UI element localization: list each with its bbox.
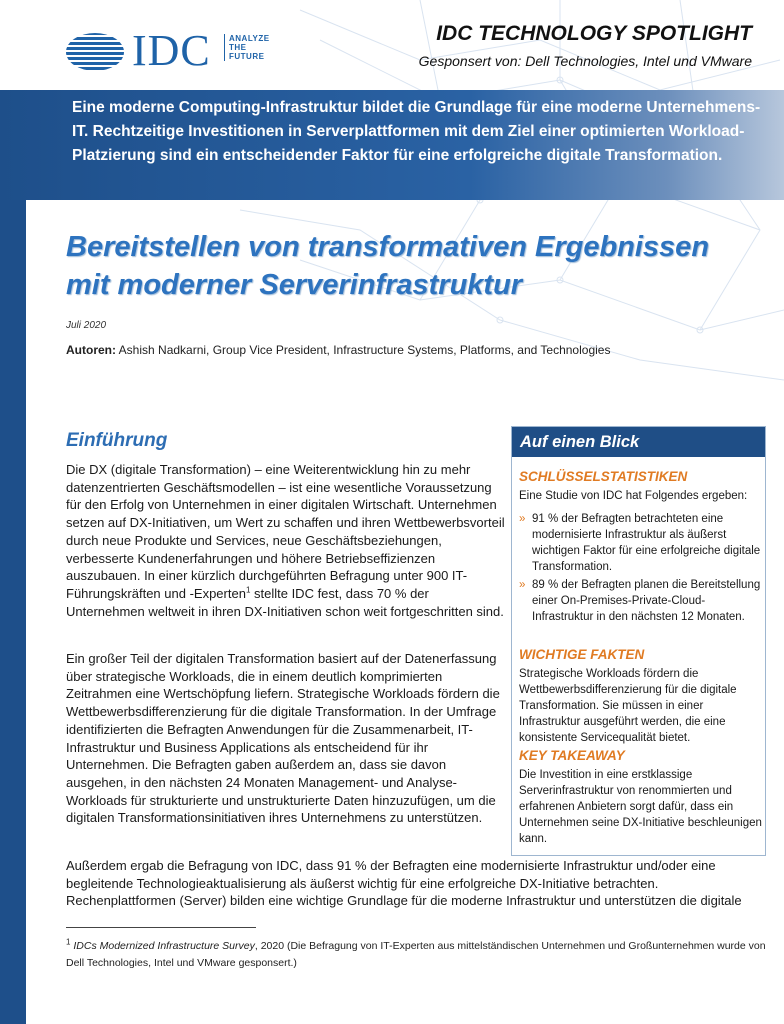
footnote-divider [66, 927, 256, 928]
stat-bullet: » 91 % der Befragten betrachteten eine modernisierte Infrastruktur als äußerst wichtigen Faktor für eine erfolgreiche digitale Transformation. [519, 513, 761, 573]
idc-globe-icon [66, 32, 124, 72]
stats-title: SCHLÜSSELSTATISTIKEN [519, 469, 688, 484]
footnote-ref: 1 [245, 585, 251, 595]
title-line-2: mit moderner Serverinfrastruktur [66, 269, 523, 301]
bullet-marker: » [519, 513, 526, 525]
facts-title: WICHTIGE FAKTEN [519, 647, 645, 662]
intro-paragraph-3: Außerdem ergab die Befragung von IDC, dass 91 % der Befragten eine modernisierte Infrastruktur und/oder eine begleitende Technologieaktualisierung als äußerst wichtig für eine erfolgreiche DX-Initiative betrachten. Rechenplattformen (Server) bilden eine wichtige Grundlage für die moderne Infrastruktur und unterstützen die digitale [66, 858, 742, 909]
left-accent-bar [0, 90, 26, 1024]
authors-label: Autoren: [66, 343, 116, 357]
at-a-glance-sidebar [511, 426, 766, 856]
footnote-number: 1 [66, 937, 71, 947]
facts-text: Strategische Workloads fördern die Wettbewerbsdifferenzierung für die digitale Transformation. Sie müssen in einer Infrastruktur ausgeführt werden, die eine konsistente Servicequalität bietet. [519, 668, 737, 744]
footnote-source-title: IDCs Modernized Infrastructure Survey [73, 940, 255, 952]
intro-paragraph-2: Ein großer Teil der digitalen Transformation basiert auf der Datenerfassung über strategische Workloads, die in einem deutlich komprimierten Zeitrahmen eine Wertschöpfung liefern. Strategische Workloads fördern die Wettbewerbsdifferenzierung für die digitale Transformation. In der Umfrage identifizierten die Befragten Anwendungen für die Zusammenarbeit, IT-Infrastruktur und Business Applications als entscheidend für ihr Unternehmen. Die Befragten gaben außerdem an, dass sie davon ausgehen, in den nächsten 24 Monaten Management- und Analyse-Workloads für strukturierte und unstrukturierte Daten hinzuzufügen, um die digitalen Transformationsinitiativen ihres Unternehmens zu unterstützen. [66, 651, 500, 826]
page-title [66, 228, 776, 304]
section-heading-intro: Einführung [66, 430, 168, 451]
logo-tagline: ANALYZE THE FUTURE [224, 34, 299, 61]
bullet-marker: » [519, 579, 526, 591]
stats-intro: Eine Studie von IDC hat Folgendes ergeben: [519, 490, 748, 502]
footnote: $^1$ IDCs Modernized Infrastructure Survey, 2020 (Die Befragung von IT-Experten aus mittelständischen Unternehmen und Großunternehmen wurde von Dell Technologies, Intel und VMware gesponsert.) [66, 937, 766, 969]
takeaway-text: Die Investition in eine erstklassige Serverinfrastruktur von renommierten und erfahrenen Anbietern sorgt dafür, dass ein Unternehmen seine DX-Initiative beschleunigen kann. [519, 769, 762, 845]
authors-names: Ashish Nadkarni, Group Vice President, Infrastructure Systems, Platforms, and Technologies [118, 343, 611, 357]
idc-logo [66, 26, 286, 76]
takeaway-title: KEY TAKEAWAY [519, 748, 625, 763]
sidebar-heading: Auf einen Blick [512, 427, 765, 457]
title-line-1: Bereitstellen von transformativen Ergebnissen [66, 231, 710, 263]
sponsor-line: Gesponsert von: Dell Technologies, Intel und VMware [418, 53, 752, 69]
spotlight-title: IDC TECHNOLOGY SPOTLIGHT [436, 22, 752, 45]
publication-date: Juli 2020 [66, 320, 107, 331]
logo-wordmark: IDC [132, 26, 211, 75]
stat-bullet: » 89 % der Befragten planen die Bereitstellung einer On-Premises-Private-Cloud-Infrastruktur in den nächsten 12 Monaten. [519, 579, 761, 623]
intro-paragraph-1: Die DX (digitale Transformation) – eine Weiterentwicklung hin zu mehr datenzentrierten Geschäftsmodellen – ist eine wesentliche Voraussetzung für den Erfolg von Unternehmen in einer digitalen Wirtschaft. Unternehmen setzen auf DX-Initiativen, um Wert zu schaffen und ihren Wettbewerbsvorteil durch neue Produkte und Services, neue Geschäftsbeziehungen, verbesserte Kundenerfahrungen und höhere Betriebseffizienzen auszubauen. In einer kürzlich durchgeführten Befragung unter 900 IT-Führungskräften und -Experten$^1$ stellte IDC fest, dass 70 % der Unternehmen weltweit in ihren DX-Initiativen schon weit fortgeschritten sind. [66, 462, 505, 619]
banner-text: Eine moderne Computing-Infrastruktur bildet die Grundlage für eine moderne Unternehmens-IT. Rechtzeitige Investitionen in Serverplattformen mit dem Ziel einer optimierten Workload-Platzierung sind ein entscheidender Faktor für eine erfolgreiche digitale Transformation. [72, 99, 761, 164]
authors-line [66, 343, 610, 357]
summary-banner [0, 90, 784, 200]
